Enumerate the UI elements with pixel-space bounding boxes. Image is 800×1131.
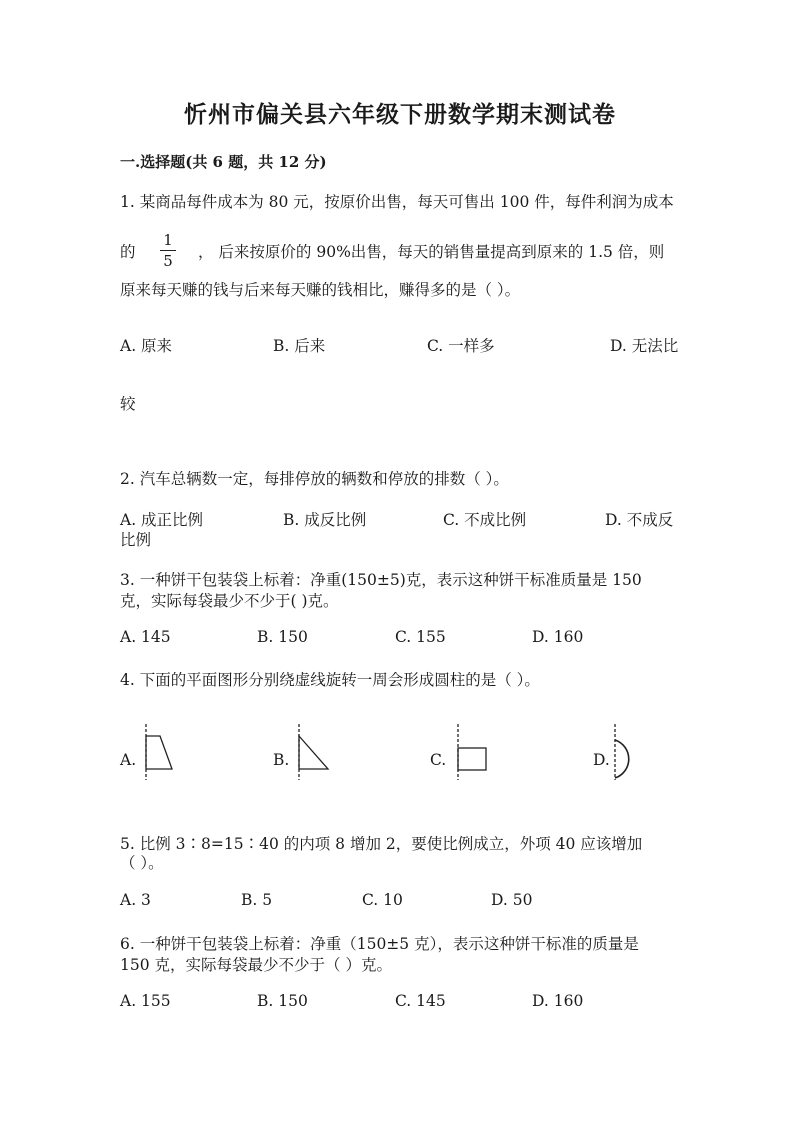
- q1-option-c[interactable]: C. 一样多: [427, 337, 495, 355]
- q6-line2: 150 克，实际每袋最少不少于（ ）克。: [120, 956, 392, 974]
- fraction-numerator: 1: [163, 231, 173, 249]
- q2-line1: 2. 汽车总辆数一定，每排停放的辆数和停放的排数（ ）。: [120, 470, 509, 488]
- q2-option-d-cont: 比例: [120, 531, 152, 549]
- q1-line1: 1. 某商品每件成本为 80 元，按原价出售，每天可售出 100 件，每件利润为成本: [120, 193, 674, 211]
- q2-option-a[interactable]: A. 成正比例: [120, 511, 204, 529]
- q1-option-a[interactable]: A. 原来: [120, 337, 173, 355]
- q5-option-c[interactable]: C. 10: [362, 891, 403, 909]
- q5-line2: （ ）。: [120, 854, 164, 872]
- q6-option-d[interactable]: D. 160: [532, 992, 584, 1010]
- q1-option-b[interactable]: B. 后来: [273, 337, 326, 355]
- q2-option-d[interactable]: D. 不成反: [605, 511, 674, 529]
- q5-option-d[interactable]: D. 50: [491, 891, 533, 909]
- q5-option-b[interactable]: B. 5: [241, 891, 273, 909]
- q3-option-b[interactable]: B. 150: [257, 628, 308, 646]
- section-heading: 一.选择题(共 6 题，共 12 分): [120, 153, 327, 171]
- q3-line2: 克，实际每袋最少不少于( )克。: [120, 592, 339, 610]
- q1-line3: 原来每天赚的钱与后来每天赚的钱相比，赚得多的是（ ）。: [120, 281, 521, 299]
- q3-option-c[interactable]: C. 155: [395, 628, 446, 646]
- q4-option-d[interactable]: D.: [593, 751, 610, 769]
- q6-option-b[interactable]: B. 150: [257, 992, 308, 1010]
- q4-option-b[interactable]: B.: [273, 751, 290, 769]
- fraction-denominator: 5: [163, 252, 173, 270]
- figure-b-triangle: [291, 722, 336, 782]
- figure-c-rectangle: [450, 722, 495, 782]
- q3-option-a[interactable]: A. 145: [120, 628, 171, 646]
- q1-option-d[interactable]: D. 无法比: [610, 337, 679, 355]
- q5-option-a[interactable]: A. 3: [120, 891, 151, 909]
- figure-d-semicircle: [610, 722, 645, 782]
- q2-option-c[interactable]: C. 不成比例: [443, 511, 527, 529]
- q4-line1: 4. 下面的平面图形分别绕虚线旋转一周会形成圆柱的是（ ）。: [120, 671, 540, 689]
- q6-option-c[interactable]: C. 145: [395, 992, 446, 1010]
- q6-line1: 6. 一种饼干包装袋上标着：净重（150±5 克），表示这种饼干标准的质量是: [120, 935, 639, 953]
- q6-option-a[interactable]: A. 155: [120, 992, 171, 1010]
- q1-option-d-cont: 较: [120, 395, 136, 413]
- figure-a-trapezoid: [138, 722, 178, 782]
- q1-fraction: [160, 232, 176, 269]
- q3-line1: 3. 一种饼干包装袋上标着：净重(150±5)克，表示这种饼干标准质量是 150: [120, 571, 642, 589]
- fraction-bar: [160, 250, 176, 251]
- q3-option-d[interactable]: D. 160: [532, 628, 584, 646]
- q1-pre: 的: [120, 243, 136, 261]
- page-title: 忻州市偏关县六年级下册数学期末测试卷: [184, 101, 616, 128]
- q1-post: ， 后来按原价的 90%出售，每天的销售量提高到原来的 1.5 倍，则: [198, 243, 665, 261]
- q4-option-a[interactable]: A.: [120, 751, 137, 769]
- q2-option-b[interactable]: B. 成反比例: [283, 511, 367, 529]
- q4-option-c[interactable]: C.: [430, 751, 447, 769]
- q5-line1: 5. 比例 3∶8=15∶40 的内项 8 增加 2，要使比例成立，外项 40 应该增加: [120, 835, 643, 853]
